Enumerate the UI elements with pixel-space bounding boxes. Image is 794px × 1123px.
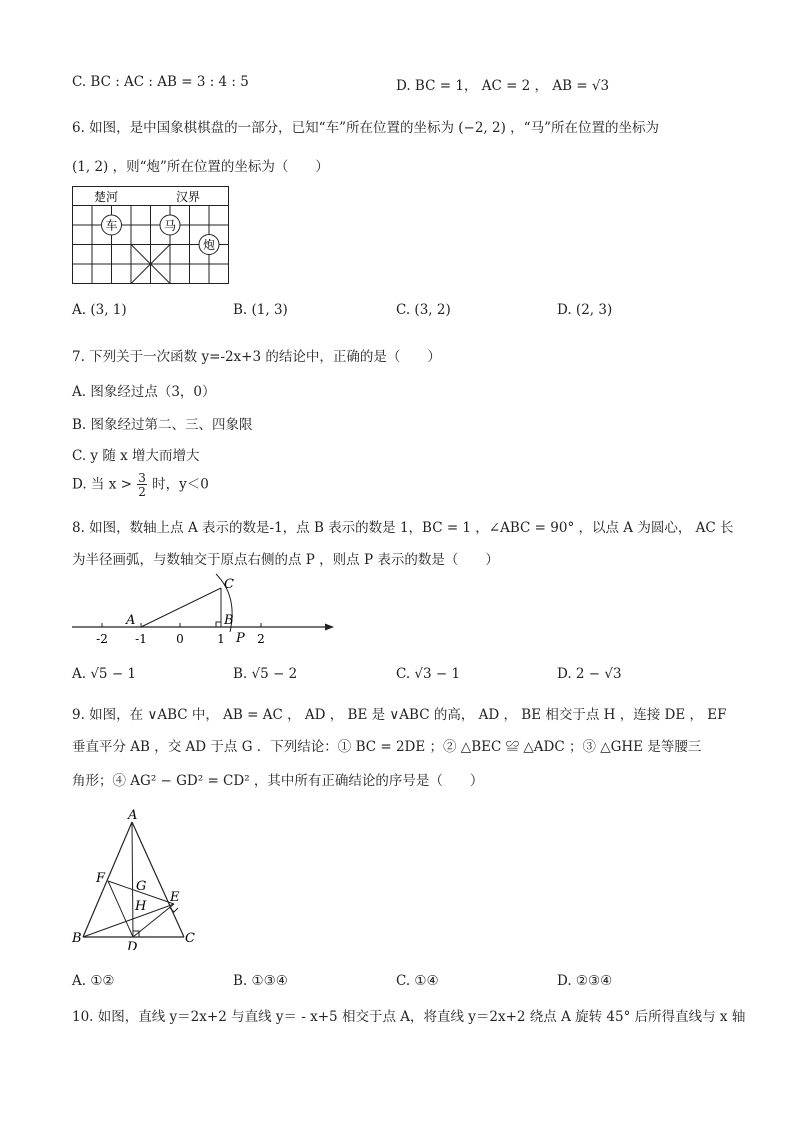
q6-option-c: C. (3, 2): [396, 302, 451, 318]
q9-option-c: C. ①④: [396, 973, 439, 989]
point-label-c: C: [224, 577, 234, 592]
q6-option-d: D. (2, 3): [557, 302, 613, 318]
q7-option-c: C. y 随 x 增大而增大: [72, 448, 200, 464]
fraction-denominator: 2: [138, 485, 146, 499]
q9-stem-line2: 垂直平分 AB ，交 AD 于点 G ．下列结论：① BC = 2DE ；② △BEC ≌ △ADC ；③ △GHE 是等腰三: [72, 739, 702, 755]
axis-tick-0: 0: [176, 632, 184, 646]
vertex-label-b: B: [72, 931, 82, 946]
axis-tick-neg2: -2: [96, 632, 108, 646]
q8-option-d: D. 2 − √3: [557, 666, 622, 682]
q8-stem-line2: 为半径画弧，与数轴交于原点右侧的点 P ，则点 P 表示的数是（ ）: [72, 552, 499, 568]
q7-option-a: A. 图象经过点（3，0）: [72, 384, 216, 400]
q10-stem-line1: 10. 如图，直线 y＝2x+2 与直线 y＝ - x+5 相交于点 A，将直线 y＝2x+2 绕点 A 旋转 45° 后所得直线与 x 轴: [72, 1009, 746, 1025]
q6-stem-line1: 6. 如图，是中国象棋棋盘的一部分，已知“车”所在位置的坐标为 (−2, 2) ，“马”所在位置的坐标为: [72, 120, 659, 136]
vertex-label-e: E: [170, 890, 180, 905]
axis-tick-1: 1: [217, 632, 225, 646]
chess-piece-pao: 炮: [202, 238, 216, 252]
axis-tick-neg1: -1: [135, 632, 147, 646]
q9-option-b: B. ①③④: [233, 973, 288, 989]
point-label-p: P: [236, 631, 245, 646]
axis-tick-2: 2: [257, 632, 265, 646]
vertex-label-a: A: [128, 808, 138, 823]
fraction-three-halves: [137, 472, 147, 498]
vertex-label-f: F: [96, 871, 106, 886]
q9-stem-line1: 9. 如图，在 ∨ABC 中， AB = AC ， AD ， BE 是 ∨ABC 的高， AD ， BE 相交于点 H ，连接 DE ， EF: [72, 707, 727, 723]
q8-stem-line1: 8. 如图，数轴上点 A 表示的数是-1，点 B 表示的数是 1，BC = 1 ，∠ABC = 90° ，以点 A 为圆心， AC 长: [72, 520, 734, 536]
point-label-a: A: [126, 613, 136, 628]
point-label-b: B: [224, 613, 234, 628]
vertex-label-g: G: [136, 879, 147, 894]
triangle-figure: [66, 806, 206, 950]
chess-piece-ma: 马: [163, 218, 177, 233]
vertex-label-d: D: [127, 940, 138, 950]
board-river-right: 汉界: [176, 190, 201, 204]
q7-stem: 7. 下列关于一次函数 y=-2x+3 的结论中，正确的是（ ）: [72, 349, 441, 365]
board-river-left: 楚河: [94, 190, 119, 204]
q6-stem-line2: (1, 2) ，则“炮”所在位置的坐标为（ ）: [72, 159, 329, 175]
q7-option-d-prefix: D. 当 x >: [72, 476, 132, 493]
q5-option-d: D. BC = 1， AC = 2 ， AB = √3: [396, 78, 610, 94]
vertex-label-c: C: [185, 931, 195, 946]
q5-option-c: C. BC : AC : AB = 3 : 4 : 5: [72, 74, 249, 90]
q8-option-c: C. √3 − 1: [396, 666, 461, 682]
number-line-figure: [66, 570, 342, 652]
q6-option-a: A. (3, 1): [72, 302, 127, 318]
q7-option-d-suffix: 时，y＜0: [152, 476, 209, 493]
q9-stem-line3: 角形；④ AG² − GD² = CD² ，其中所有正确结论的序号是（ ）: [72, 773, 484, 789]
chess-board-figure: [72, 186, 232, 286]
q8-option-a: A. √5 − 1: [72, 666, 137, 682]
q7-option-d: [72, 472, 209, 498]
q8-option-b: B. √5 − 2: [233, 666, 298, 682]
q7-option-b: B. 图象经过第二、三、四象限: [72, 417, 253, 433]
q6-option-b: B. (1, 3): [233, 302, 288, 318]
vertex-label-h: H: [135, 899, 147, 914]
q9-option-a: A. ①②: [72, 973, 115, 989]
fraction-numerator: 3: [138, 471, 146, 485]
chess-piece-che: 车: [105, 218, 118, 233]
q9-option-d: D. ②③④: [557, 973, 613, 989]
